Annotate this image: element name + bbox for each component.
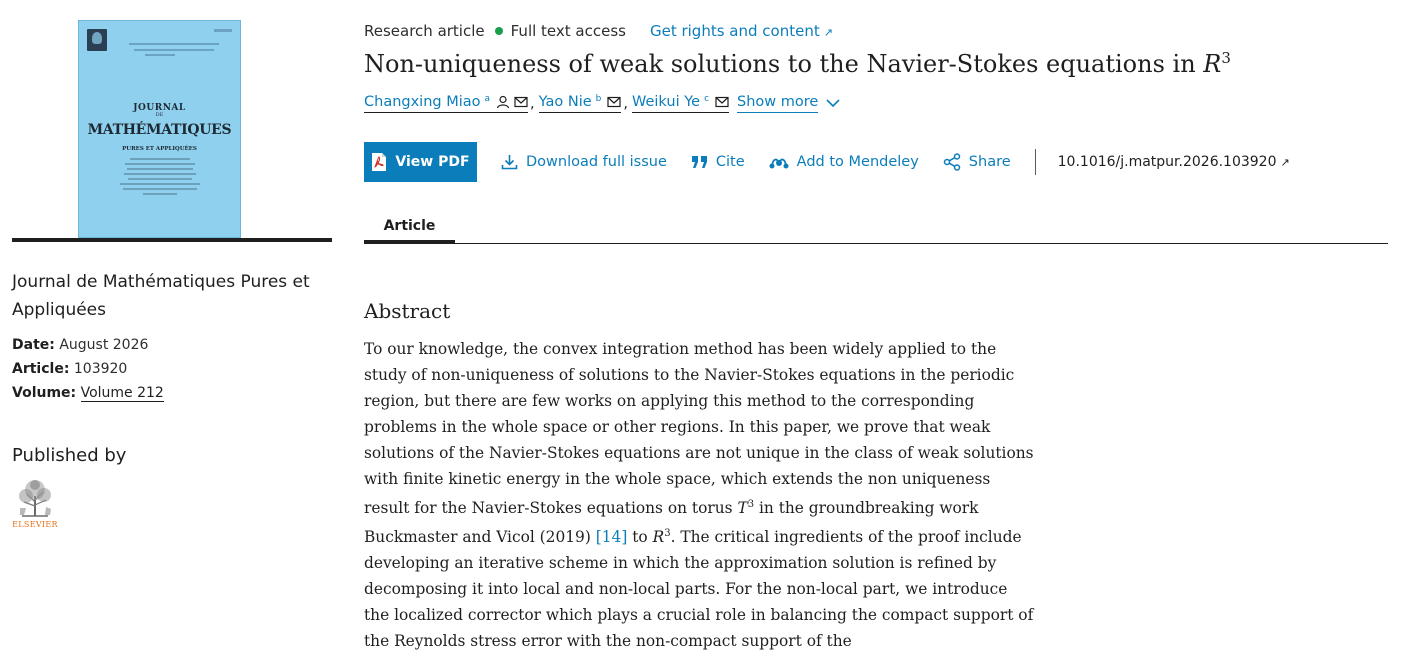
date-label: Date: [12,337,55,353]
article-toolbar [364,142,1290,182]
author-affiliation: a [484,94,491,104]
title-superscript: 3 [1221,49,1231,67]
add-to-mendeley-button[interactable] [769,154,919,170]
person-icon [496,95,510,109]
cover-title-line: JOURNAL [133,103,186,113]
date-row [12,333,164,357]
author-link[interactable] [364,94,528,113]
rights-and-content-link[interactable] [650,22,833,40]
access-status: Full text access [510,22,626,40]
author-link[interactable] [632,94,729,113]
abstract-part: To our knowledge, the convex integration method has been widely applied to the study of non-uniqueness of solutions to the Navier-Stokes equations in the periodic region, but there are few works on applying this method to the corresponding problems in the whole space or other regions. In this paper, we prove that weak solutions of the Navier-Stokes equations are not unique in the class of weak solutions with finite kinetic energy in the whole space, which extends the non uniqueness result for the Navier-Stokes equations on torus [364,340,1034,518]
quote-icon [691,155,708,169]
chevron-down-icon[interactable] [826,99,840,108]
cover-editor-list [119,158,200,198]
date-value: August 2026 [59,337,149,353]
show-more-button[interactable]: Show more [737,94,818,113]
abstract-text [364,336,1034,654]
email-icon [715,96,729,108]
mendeley-icon [769,155,789,169]
share-label: Share [968,154,1011,170]
math-symbol: R [652,528,665,547]
author-separator: , [623,95,628,112]
toolbar-divider [1035,149,1036,175]
share-icon [943,153,961,171]
cover-image [78,20,241,238]
view-pdf-label: View PDF [395,154,470,170]
cover-decoration [214,29,232,32]
cover-title-line: MATHÉMATIQUES [87,122,232,138]
access-dot-icon [495,27,503,35]
cite-label: Cite [715,154,745,170]
download-icon [501,154,518,170]
author-affiliation: b [595,94,602,104]
share-button[interactable] [943,153,1011,171]
mendeley-label: Add to Mendeley [796,154,919,170]
cover-title-line: PURES ET APPLIQUÉES [122,146,197,152]
doi-link[interactable] [1058,154,1290,170]
published-by-label: Published by [12,445,127,466]
view-pdf-button[interactable] [364,142,477,182]
journal-cover[interactable] [78,20,241,238]
volume-label: Volume: [12,385,77,401]
abstract-part: to [627,528,653,547]
elsevier-wordmark: ELSEVIER [12,520,58,529]
elsevier-tree-icon [16,478,54,518]
author-list [364,94,840,113]
cover-decoration [129,43,219,45]
email-icon [514,96,528,108]
math-superscript: 3 [747,499,755,510]
abstract-heading: Abstract [364,299,451,323]
math-symbol: T [737,499,748,518]
external-link-icon: ↗ [823,26,833,39]
cover-elsevier-icon [87,29,107,51]
author-name: Yao Nie [538,94,592,110]
elsevier-logo-link[interactable] [12,478,58,532]
cover-title-line: DE [155,112,164,118]
author-name: Changxing Miao [364,94,481,110]
issue-meta [12,333,164,405]
tab-article[interactable]: Article [364,208,455,243]
title-text: Non-uniqueness of weak solutions to the Navier-Stokes equations in [364,50,1204,78]
article-status-bar [364,22,833,40]
cover-decoration [134,49,214,51]
author-link[interactable] [539,94,622,113]
article-label: Article: [12,361,70,377]
article-type: Research article [364,22,485,40]
pdf-icon [371,152,387,172]
journal-name-link[interactable]: Journal de Mathématiques Pures et Appliquées [12,272,310,320]
volume-row [12,381,164,405]
author-affiliation: c [704,94,710,104]
article-row [12,357,164,381]
article-tabs [364,208,1388,244]
title-math-symbol: R [1203,50,1222,78]
download-label: Download full issue [526,154,667,170]
doi-text: 10.1016/j.matpur.2026.103920 [1057,154,1277,170]
abstract-part: in the groundbreaking work Buckmaster and Vicol (2019) [364,499,979,547]
sidebar-divider [12,238,332,242]
download-full-issue-button[interactable] [501,154,667,170]
author-name: Weikui Ye [632,94,701,110]
cover-decoration [145,54,175,56]
cite-button[interactable] [691,154,745,170]
external-link-icon: ↗ [1280,155,1290,169]
rights-link-label: Get rights and content [649,22,820,40]
email-icon [607,96,621,108]
volume-link[interactable]: Volume 212 [80,385,164,401]
math-superscript: 3 [664,528,671,540]
article-value: 103920 [73,361,128,377]
article-title [364,49,1231,78]
reference-link[interactable]: [14] [595,528,628,547]
author-separator: , [530,95,535,112]
abstract-part: . The critical ingredients of the proof include developing an iterative scheme in which the approximation solution is refined by decomposing it into local and non-local parts. For the non-local part, we introduce the localized corrector which plays a crucial role in balancing the compact support of the Reynolds stress error with the non-compact support of the [364,528,1034,651]
